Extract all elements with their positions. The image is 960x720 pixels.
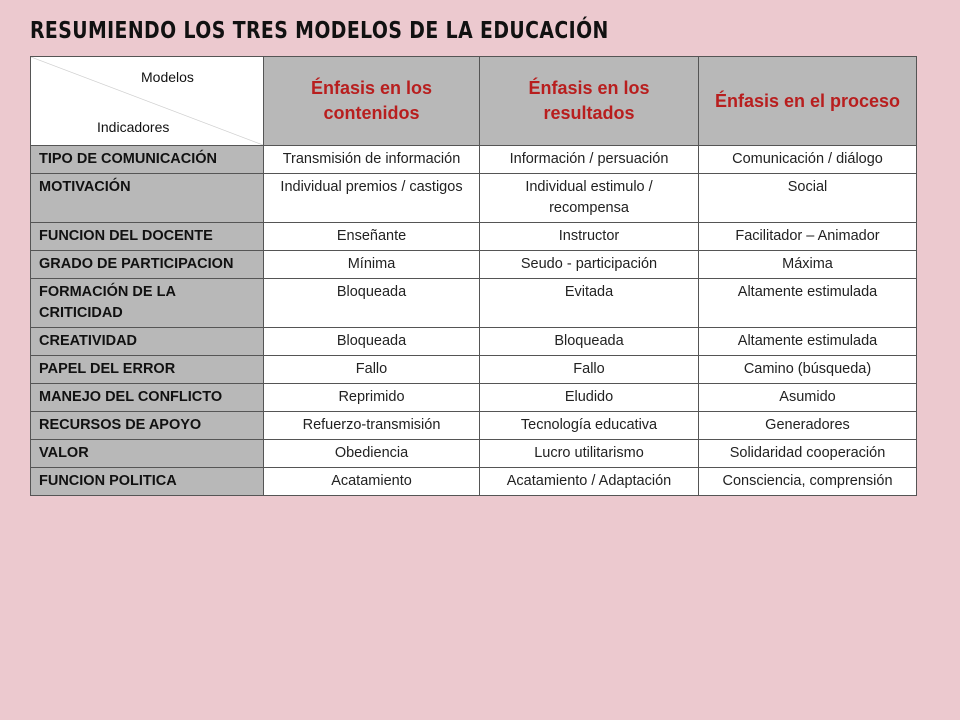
table-row [31, 223, 917, 251]
table-cell: Mínima [264, 251, 480, 279]
table-cell: Instructor [480, 223, 699, 251]
education-models-table [30, 56, 917, 496]
table-cell: Eludido [480, 384, 699, 412]
table-row [31, 174, 917, 223]
column-header-contenidos: Énfasis en los contenidos [264, 57, 480, 146]
table-cell: Bloqueada [480, 328, 699, 356]
table-cell: Consciencia, comprensión [699, 468, 917, 496]
row-indicator: FUNCION DEL DOCENTE [31, 223, 264, 251]
table-cell: Altamente estimulada [699, 328, 917, 356]
corner-label-indicators: Indicadores [97, 119, 170, 135]
table-cell: Transmisión de información [264, 146, 480, 174]
table-row [31, 468, 917, 496]
table-row [31, 279, 917, 328]
table-row [31, 146, 917, 174]
table-cell: Acatamiento [264, 468, 480, 496]
table-cell: Reprimido [264, 384, 480, 412]
row-indicator: MANEJO DEL CONFLICTO [31, 384, 264, 412]
table-cell: Bloqueada [264, 328, 480, 356]
table-row [31, 412, 917, 440]
table-cell: Generadores [699, 412, 917, 440]
table-cell: Enseñante [264, 223, 480, 251]
slide-title: RESUMIENDO LOS TRES MODELOS DE LA EDUCACIÓN [30, 18, 609, 44]
column-header-proceso: Énfasis en el proceso [699, 57, 917, 146]
row-indicator: TIPO DE COMUNICACIÓN [31, 146, 264, 174]
table-cell: Facilitador – Animador [699, 223, 917, 251]
column-header-resultados: Énfasis en los resultados [480, 57, 699, 146]
table-cell: Evitada [480, 279, 699, 328]
row-indicator: PAPEL DEL ERROR [31, 356, 264, 384]
row-indicator: MOTIVACIÓN [31, 174, 264, 223]
table-cell: Fallo [480, 356, 699, 384]
table-cell: Individual estimulo / recompensa [480, 174, 699, 223]
row-indicator: RECURSOS DE APOYO [31, 412, 264, 440]
table-body [31, 146, 917, 496]
header-row [31, 57, 917, 146]
table-cell: Comunicación / diálogo [699, 146, 917, 174]
table-cell: Bloqueada [264, 279, 480, 328]
table-cell: Camino (búsqueda) [699, 356, 917, 384]
table-row [31, 356, 917, 384]
table-cell: Seudo - participación [480, 251, 699, 279]
corner-label-models: Modelos [141, 69, 194, 85]
table-cell: Individual premios / castigos [264, 174, 480, 223]
row-indicator: VALOR [31, 440, 264, 468]
table-cell: Tecnología educativa [480, 412, 699, 440]
table-row [31, 328, 917, 356]
table-cell: Solidaridad cooperación [699, 440, 917, 468]
table-cell: Información / persuación [480, 146, 699, 174]
table-cell: Máxima [699, 251, 917, 279]
table-cell: Refuerzo-transmisión [264, 412, 480, 440]
table-cell: Lucro utilitarismo [480, 440, 699, 468]
table-cell: Social [699, 174, 917, 223]
row-indicator: CREATIVIDAD [31, 328, 264, 356]
table-cell: Altamente estimulada [699, 279, 917, 328]
table-cell: Fallo [264, 356, 480, 384]
table-cell: Asumido [699, 384, 917, 412]
table-row [31, 384, 917, 412]
row-indicator: FORMACIÓN DE LA CRITICIDAD [31, 279, 264, 328]
table-row [31, 440, 917, 468]
row-indicator: GRADO DE PARTICIPACION [31, 251, 264, 279]
table-cell: Obediencia [264, 440, 480, 468]
row-indicator: FUNCION POLITICA [31, 468, 264, 496]
table-row [31, 251, 917, 279]
table-cell: Acatamiento / Adaptación [480, 468, 699, 496]
corner-cell [31, 57, 264, 146]
